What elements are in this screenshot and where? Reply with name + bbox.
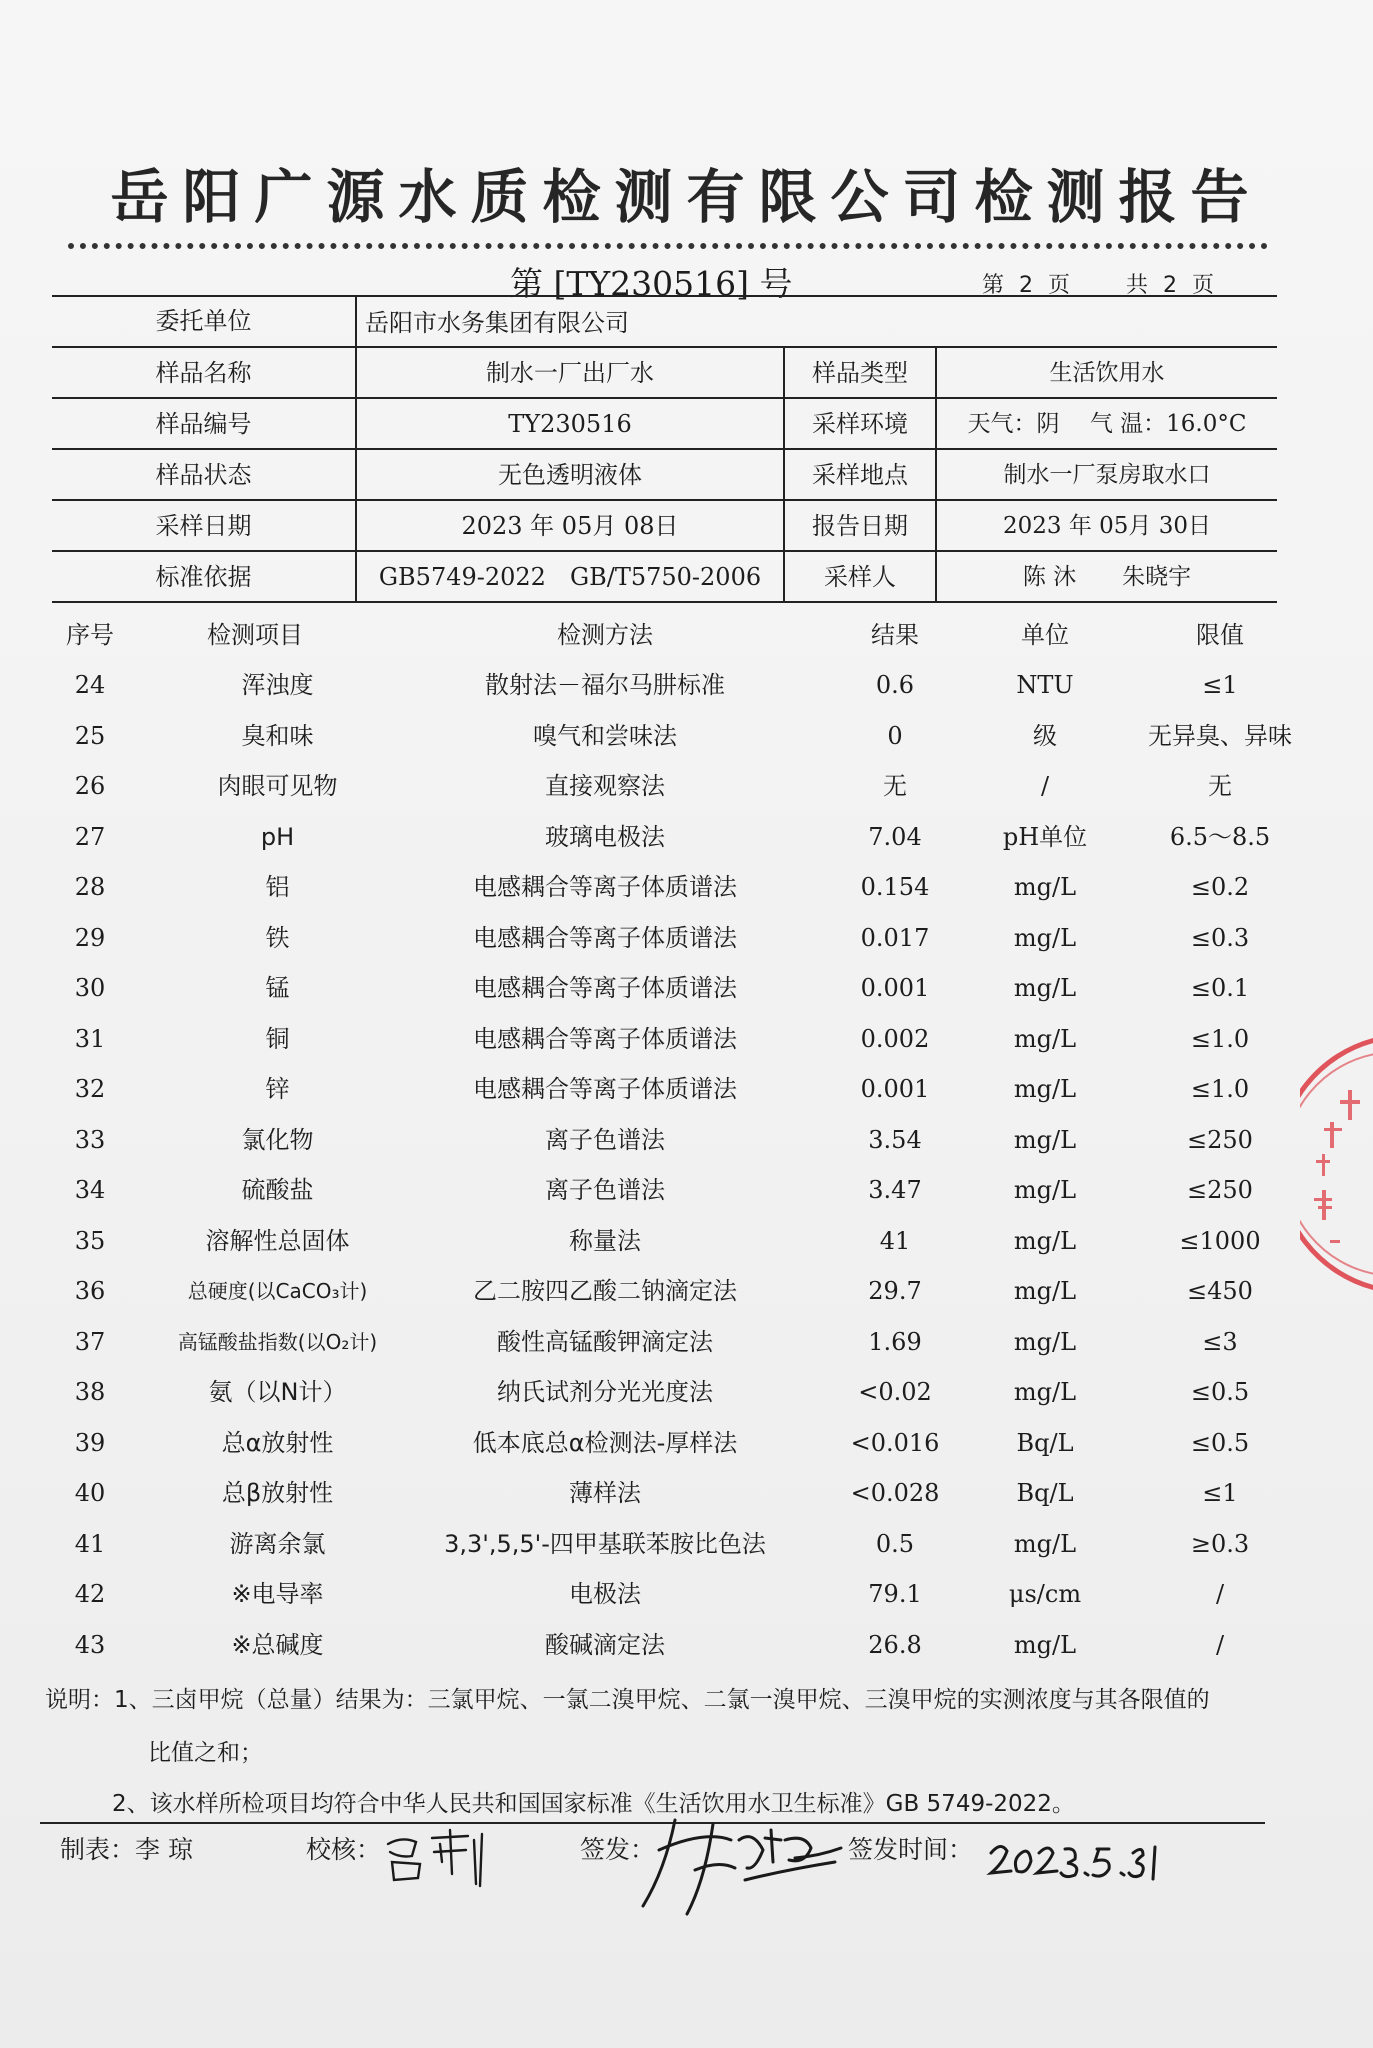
cell-unit: mg/L [1013, 1176, 1077, 1204]
cell-unit: mg/L [1013, 1277, 1077, 1305]
cell-number: 27 [74, 822, 106, 851]
cell-unit: pH单位 [1002, 822, 1088, 851]
cell-result: 0.154 [860, 873, 930, 901]
cell-method: 直接观察法 [545, 772, 665, 800]
cell-limit: ≤450 [1187, 1277, 1253, 1305]
cell-limit: 无异臭、异味 [1148, 721, 1292, 750]
cell-item: 臭和味 [241, 721, 314, 750]
cell-result: 0.001 [860, 1075, 930, 1103]
company-seal [1300, 1030, 1373, 1300]
info-value: 制水一厂出厂水 [486, 359, 654, 387]
cell-result: 26.8 [868, 1630, 922, 1659]
table-row [40, 1569, 1290, 1619]
info-label: 样品编号 [155, 410, 252, 438]
cell-item: 铁 [265, 923, 290, 952]
cell-item: 总硬度(以CaCO₃计) [187, 1279, 368, 1303]
table-row [40, 1266, 1290, 1316]
cell-method: 电感耦合等离子体质谱法 [473, 873, 737, 901]
cell-limit: / [1215, 1580, 1225, 1608]
cell-limit: ≥0.3 [1190, 1529, 1250, 1558]
table-row [40, 862, 1290, 912]
table-row [40, 1064, 1290, 1114]
cell-number: 29 [74, 923, 106, 952]
cell-item: 氨（以N计） [208, 1378, 347, 1406]
data-table-header [40, 610, 1290, 660]
info-label: 采样日期 [155, 512, 252, 540]
cell-method: 玻璃电极法 [545, 822, 665, 851]
note-line-2: 2、该水样所检项目均符合中华人民共和国国家标准《生活饮用水卫生标准》GB 5749-2022。 [112, 1791, 1075, 1817]
table-row [40, 711, 1290, 761]
cell-limit: ≤0.1 [1190, 974, 1250, 1002]
cell-limit: ≤1000 [1179, 1226, 1261, 1255]
cell-item: 溶解性总固体 [205, 1226, 350, 1255]
cell-result: 7.04 [868, 822, 922, 851]
cell-number: 26 [74, 772, 106, 800]
info-table-row-border [52, 346, 1277, 348]
cell-unit: mg/L [1013, 873, 1077, 901]
info-label: 样品类型 [812, 359, 908, 387]
info-table-row-border [52, 550, 1277, 552]
cell-method: 离子色谱法 [545, 1176, 665, 1204]
cell-limit: ≤250 [1187, 1125, 1253, 1154]
cell-item: 总α放射性 [221, 1428, 334, 1457]
table-row [40, 963, 1290, 1013]
cell-result: 0.6 [875, 671, 915, 699]
info-value: 生活饮用水 [1049, 360, 1165, 386]
cell-result: 29.7 [868, 1277, 922, 1305]
cell-item: 铝 [265, 873, 290, 901]
cell-unit: mg/L [1013, 1125, 1077, 1154]
report-number: 第 [TY230516] 号 [510, 264, 793, 303]
table-row [40, 1468, 1290, 1518]
note-line-1: 说明：1、三卤甲烷（总量）结果为：三氯甲烷、一氯二溴甲烷、二氯一溴甲烷、三溴甲烷的实测浓度与其各限值的 [45, 1687, 1210, 1713]
cell-result: 0 [887, 721, 903, 750]
cell-method: 嗅气和尝味法 [533, 721, 677, 750]
cell-result: 0.017 [860, 923, 930, 952]
cell-limit: ≤0.5 [1190, 1428, 1250, 1457]
cell-item: 高锰酸盐指数(以O₂计) [177, 1329, 378, 1354]
table-row [40, 1014, 1290, 1064]
cell-number: 36 [74, 1277, 106, 1305]
cell-number: 43 [74, 1630, 106, 1659]
table-row [40, 812, 1290, 862]
cell-number: 33 [74, 1125, 106, 1154]
table-row [40, 1620, 1290, 1670]
cell-result: <0.028 [850, 1479, 940, 1507]
cell-method: 电感耦合等离子体质谱法 [473, 1075, 737, 1103]
info-value: 制水一厂泵房取水口 [1003, 462, 1211, 488]
cell-method: 酸碱滴定法 [545, 1630, 665, 1659]
info-label: 样品状态 [155, 461, 252, 489]
cell-number: 32 [74, 1075, 106, 1103]
info-table-row-border [52, 397, 1277, 399]
cell-result: 79.1 [868, 1580, 922, 1608]
cell-number: 41 [74, 1529, 106, 1558]
cell-unit: Bq/L [1016, 1479, 1074, 1507]
cell-number: 37 [74, 1327, 106, 1356]
cell-method: 薄样法 [569, 1479, 641, 1507]
cell-result: 0.5 [875, 1529, 915, 1558]
info-value: 天气：阴 气 温：16.0°C [967, 411, 1247, 437]
cell-method: 散射法－福尔马肼标准 [485, 671, 725, 699]
info-value: 2023 年 05月 30日 [1003, 513, 1211, 539]
header-item: 检测项目 [207, 621, 303, 649]
cell-result: <0.016 [850, 1428, 940, 1457]
cell-result: <0.02 [858, 1378, 932, 1406]
cell-limit: / [1215, 1630, 1225, 1659]
cell-limit: ≤0.5 [1190, 1378, 1250, 1406]
client-label: 委托单位 [155, 307, 252, 335]
approved-signature [635, 1810, 850, 1920]
client-value: 岳阳市水务集团有限公司 [365, 309, 629, 337]
report-title: 岳阳广源水质检测有限公司检测报告 [110, 163, 1263, 231]
cell-limit: ≤1.0 [1190, 1024, 1250, 1053]
header-unit: 单位 [1021, 621, 1069, 649]
cell-unit: NTU [1016, 671, 1074, 699]
cell-limit: ≤1 [1202, 671, 1238, 699]
cell-number: 25 [74, 721, 106, 750]
cell-number: 34 [74, 1176, 106, 1204]
header-limit: 限值 [1196, 621, 1244, 649]
cell-item: 硫酸盐 [241, 1176, 314, 1204]
info-value: 陈 沐 朱晓宇 [1022, 564, 1192, 590]
info-table-bottom-border [52, 601, 1277, 603]
cell-item: 肉眼可见物 [217, 772, 338, 800]
cell-result: 3.54 [868, 1125, 922, 1154]
cell-method: 乙二胺四乙酸二钠滴定法 [473, 1277, 737, 1305]
note-line-1-continued: 比值之和； [148, 1740, 263, 1766]
cell-unit: 级 [1033, 721, 1057, 750]
cell-unit: Bq/L [1016, 1428, 1074, 1457]
cell-limit: ≤250 [1187, 1176, 1253, 1204]
cell-number: 24 [74, 671, 106, 699]
table-row [40, 1216, 1290, 1266]
table-row [40, 1115, 1290, 1165]
header-number: 序号 [66, 621, 114, 649]
header-method: 检测方法 [557, 621, 653, 649]
cell-number: 28 [74, 873, 106, 901]
cell-limit: ≤0.2 [1190, 873, 1250, 901]
cell-number: 40 [74, 1479, 106, 1507]
cell-unit: mg/L [1013, 1024, 1077, 1053]
cell-item: ※总碱度 [231, 1630, 324, 1659]
cell-limit: ≤0.3 [1190, 923, 1250, 952]
cell-limit: ≤1.0 [1190, 1075, 1250, 1103]
cell-item: pH [260, 822, 295, 851]
title-dotted-divider [68, 243, 1268, 249]
info-label: 采样人 [824, 563, 896, 591]
cell-item: 锰 [265, 974, 290, 1002]
header-result: 结果 [871, 621, 919, 649]
cell-unit: / [1040, 772, 1050, 800]
cell-number: 39 [74, 1428, 106, 1457]
checked-signature [380, 1822, 490, 1892]
cell-result: 41 [879, 1226, 911, 1255]
info-value: TY230516 [508, 410, 632, 438]
cell-result: 0.001 [860, 974, 930, 1002]
cell-limit: ≤1 [1202, 1479, 1238, 1507]
cell-number: 30 [74, 974, 106, 1002]
table-row [40, 1367, 1290, 1417]
cell-unit: mg/L [1013, 1378, 1077, 1406]
cell-item: 铜 [265, 1024, 290, 1053]
info-value: GB5749-2022 GB/T5750-2006 [378, 563, 762, 591]
cell-method: 称量法 [569, 1226, 641, 1255]
cell-unit: mg/L [1013, 923, 1077, 952]
issue-time-handwritten [985, 1835, 1175, 1885]
info-label: 采样地点 [812, 461, 908, 489]
info-label: 标准依据 [155, 563, 252, 591]
cell-item: 游离余氯 [229, 1529, 326, 1558]
info-label: 样品名称 [155, 359, 252, 387]
cell-limit: 6.5～8.5 [1169, 822, 1271, 851]
cell-item: 浑浊度 [241, 671, 314, 699]
page-info: 第 2 页 共 2 页 [982, 273, 1218, 298]
cell-result: 1.69 [868, 1327, 922, 1356]
cell-item: 锌 [265, 1075, 290, 1103]
checked-by-label: 校核： [306, 1835, 382, 1864]
cell-method: 电感耦合等离子体质谱法 [473, 1024, 737, 1053]
table-row [40, 660, 1290, 710]
cell-unit: mg/L [1013, 1075, 1077, 1103]
table-row [40, 1418, 1290, 1468]
info-table-row-border [52, 499, 1277, 501]
cell-unit: mg/L [1013, 1327, 1077, 1356]
info-label: 采样环境 [812, 410, 908, 438]
cell-unit: mg/L [1013, 1226, 1077, 1255]
cell-unit: mg/L [1013, 974, 1077, 1002]
cell-result: 3.47 [868, 1176, 922, 1204]
table-row [40, 1165, 1290, 1215]
issue-time-label: 签发时间： [848, 1835, 974, 1864]
cell-result: 无 [883, 772, 907, 800]
cell-method: 离子色谱法 [545, 1125, 665, 1154]
info-label: 报告日期 [812, 512, 908, 540]
info-table-row-border [52, 448, 1277, 450]
approved-by-label: 签发： [580, 1835, 656, 1864]
prepared-by: 制表：李 琼 [60, 1835, 193, 1864]
cell-method: 电极法 [569, 1580, 641, 1608]
info-value: 无色透明液体 [498, 461, 642, 489]
cell-limit: ≤3 [1202, 1327, 1238, 1356]
info-table-top-border [52, 295, 1277, 297]
cell-unit: mg/L [1013, 1630, 1077, 1659]
table-row [40, 761, 1290, 811]
table-row [40, 1317, 1290, 1367]
info-value: 2023 年 05月 08日 [461, 512, 679, 540]
table-row [40, 913, 1290, 963]
cell-method: 低本底总α检测法-厚样法 [472, 1428, 738, 1457]
cell-number: 38 [74, 1378, 106, 1406]
cell-item: ※电导率 [231, 1580, 324, 1608]
cell-method: 酸性高锰酸钾滴定法 [497, 1327, 713, 1356]
cell-method: 电感耦合等离子体质谱法 [473, 974, 737, 1002]
cell-method: 纳氏试剂分光光度法 [497, 1378, 713, 1406]
cell-unit: mg/L [1013, 1529, 1077, 1558]
cell-number: 42 [74, 1580, 106, 1608]
cell-item: 氯化物 [241, 1125, 314, 1154]
cell-result: 0.002 [860, 1024, 930, 1053]
table-row [40, 1519, 1290, 1569]
cell-number: 35 [74, 1226, 106, 1255]
cell-number: 31 [74, 1024, 106, 1053]
cell-method: 电感耦合等离子体质谱法 [473, 923, 737, 952]
cell-limit: 无 [1208, 772, 1232, 800]
cell-item: 总β放射性 [221, 1479, 334, 1507]
cell-method: 3,3',5,5'-四甲基联苯胺比色法 [444, 1529, 766, 1558]
cell-unit: μs/cm [1008, 1580, 1082, 1608]
